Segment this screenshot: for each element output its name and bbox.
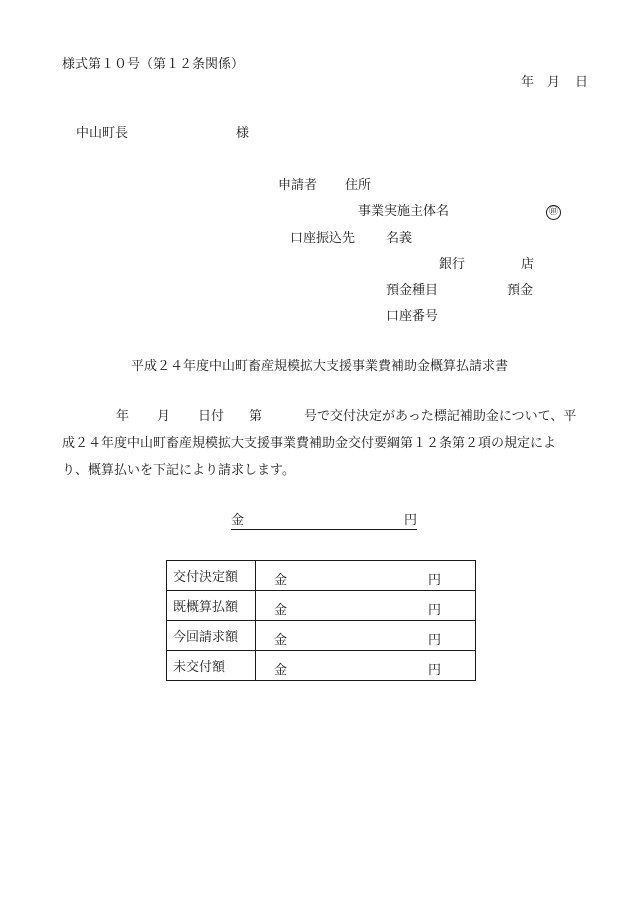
- address-label: 住所: [345, 178, 372, 193]
- body-number: 第: [249, 409, 263, 424]
- account-number-label: 口座番号: [386, 309, 439, 324]
- body-line1-rest: 号で交付決定があった標記補助金について、平: [304, 409, 577, 424]
- date-month: 月: [547, 75, 561, 90]
- bank-label: 口座振込先: [290, 231, 356, 246]
- row-label: 既概算払額: [167, 591, 256, 621]
- row-amount: [256, 591, 476, 621]
- addressee-honorific: 様: [236, 126, 250, 141]
- row-label: 未交付額: [167, 651, 256, 681]
- row-amount: [256, 621, 476, 651]
- applicant-label: 申請者: [278, 178, 318, 193]
- total-kin: 金: [231, 513, 245, 528]
- bank-name-label: 銀行: [439, 257, 466, 272]
- seal-icon: ㊞: [546, 205, 561, 220]
- table-row: [167, 561, 476, 591]
- row-kin: 金: [274, 663, 288, 678]
- table-row: [167, 621, 476, 651]
- body-line2: 成２４年度中山町畜産規模拡大支援事業費補助金交付要綱第１２条第２項の規定によ: [62, 436, 557, 451]
- row-label: 交付決定額: [167, 561, 256, 591]
- branch-label: 店: [521, 257, 535, 272]
- total-yen: 円: [403, 513, 417, 528]
- row-amount: [256, 651, 476, 681]
- addressee-name: 中山町長: [76, 126, 129, 141]
- body-date: 日付: [198, 409, 225, 424]
- deposit-type-label: 預金種目: [386, 283, 439, 298]
- table-row: [167, 591, 476, 621]
- seal-mark: [546, 204, 561, 220]
- date-day: 日: [575, 75, 589, 90]
- row-yen: 円: [427, 603, 441, 618]
- body-month: 月: [157, 409, 171, 424]
- row-kin: 金: [274, 603, 288, 618]
- total-amount-line: [231, 514, 417, 530]
- holder-label: 名義: [386, 231, 413, 246]
- deposit-value: 預金: [507, 283, 534, 298]
- row-kin: 金: [274, 573, 288, 588]
- date-year: 年: [521, 75, 535, 90]
- row-yen: 円: [427, 663, 441, 678]
- form-label: 様式第１０号（第１２条関係）: [62, 57, 245, 72]
- summary-table: [166, 560, 476, 681]
- row-amount: [256, 561, 476, 591]
- body-year: 年: [116, 409, 130, 424]
- row-label: 今回請求額: [167, 621, 256, 651]
- entity-label: 事業実施主体名: [358, 204, 450, 219]
- document-title: 平成２４年度中山町畜産規模拡大支援事業費補助金概算払請求書: [131, 359, 509, 374]
- body-line3: り、概算払いを下記により請求します。: [62, 463, 295, 478]
- row-yen: 円: [427, 633, 441, 648]
- row-yen: 円: [427, 573, 441, 588]
- row-kin: 金: [274, 633, 288, 648]
- table-row: [167, 651, 476, 681]
